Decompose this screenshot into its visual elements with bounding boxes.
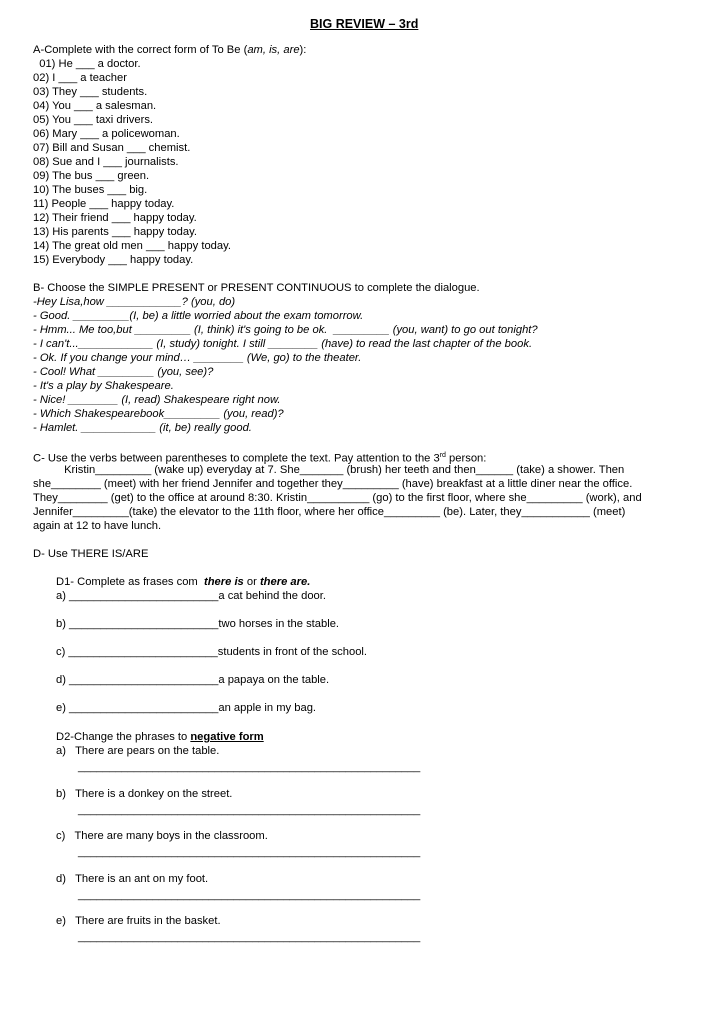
list-item: 04) You ___ a salesman. bbox=[33, 100, 157, 112]
d2-item: e) There are fruits in the basket. bbox=[56, 915, 221, 927]
section-b-heading: B- Choose the SIMPLE PRESENT or PRESENT CONTINUOUS to complete the dialogue. bbox=[33, 282, 480, 294]
d1-item: c) ________________________students in front of the school. bbox=[56, 646, 368, 658]
d2-item: a) There are pears on the table. bbox=[56, 745, 220, 757]
text-line: Kristin_________ (wake up) everyday at 7. She_______ (brush) her teeth and then______ (take) a shower. Then bbox=[33, 464, 625, 476]
dialogue-line: - I can't...____________ (I, study) tonight. I still ________ (have) to read the last chapter of the book. bbox=[33, 338, 533, 350]
text-line: Jennifer_________(take) the elevator to the 11th floor, where her office_________ (be). Later, they___________ (meet) bbox=[33, 506, 626, 518]
list-item: 01) He ___ a doctor. bbox=[33, 58, 141, 70]
list-item: 07) Bill and Susan ___ chemist. bbox=[33, 142, 191, 154]
list-item: 02) I ___ a teacher bbox=[33, 72, 127, 84]
list-item: 13) His parents ___ happy today. bbox=[33, 226, 197, 238]
d1-item: b) ________________________two horses in the stable. bbox=[56, 618, 340, 630]
dialogue-line: - Hamlet. ____________ (it, be) really good. bbox=[33, 422, 252, 434]
dialogue-line: -Hey Lisa,how ____________? (you, do) bbox=[33, 296, 236, 308]
list-item: 12) Their friend ___ happy today. bbox=[33, 212, 197, 224]
list-item: 15) Everybody ___ happy today. bbox=[33, 254, 194, 266]
d2-item: c) There are many boys in the classroom. bbox=[56, 830, 268, 842]
d1-item: d) ________________________a papaya on the table. bbox=[56, 674, 330, 686]
list-item: 05) You ___ taxi drivers. bbox=[33, 114, 154, 126]
answer-line: _______________________________________________________ bbox=[78, 761, 421, 773]
dialogue-line: - Nice! ________ (I, read) Shakespeare right now. bbox=[33, 394, 281, 406]
list-item: 11) People ___ happy today. bbox=[33, 198, 175, 210]
answer-line: _______________________________________________________ bbox=[78, 889, 421, 901]
list-item: 14) The great old men ___ happy today. bbox=[33, 240, 231, 252]
answer-line: _______________________________________________________ bbox=[78, 846, 421, 858]
section-d-heading: D- Use THERE IS/ARE bbox=[33, 548, 149, 560]
list-item: 09) The bus ___ green. bbox=[33, 170, 150, 182]
text-line: she________ (meet) with her friend Jennifer and together they_________ (have) breakfast at a little diner near the office. bbox=[33, 478, 633, 490]
dialogue-line: - Ok. If you change your mind… ________ (We, go) to the theater. bbox=[33, 352, 362, 364]
list-item: 06) Mary ___ a policewoman. bbox=[33, 128, 180, 140]
answer-line: _______________________________________________________ bbox=[78, 804, 421, 816]
d2-heading: D2-Change the phrases to negative form bbox=[56, 731, 264, 743]
list-item: 10) The buses ___ big. bbox=[33, 184, 148, 196]
dialogue-line: - Good. _________(I, be) a little worried about the exam tomorrow. bbox=[33, 310, 364, 322]
dialogue-line: - Cool! What _________ (you, see)? bbox=[33, 366, 214, 378]
dialogue-line: - Which Shakespearebook_________ (you, read)? bbox=[33, 408, 284, 420]
list-item: 03) They ___ students. bbox=[33, 86, 148, 98]
section-c-heading: C- Use the verbs between parentheses to complete the text. Pay attention to the 3rd person: bbox=[33, 452, 487, 465]
text-line: They________ (get) to the office at around 8:30. Kristin__________ (go) to the first floor, where she_________ (work), and bbox=[33, 492, 642, 504]
worksheet-page: BIG REVIEW – 3rd A-Complete with the correct form of To Be (am, is, are): 01) He ___ a doctor. 02) I ___ a teacher 03) They ___ students. 04) You ___ a salesman. 05) You ___ taxi drivers. 06) Mary ___ a policewoman. 07) Bill and Susan ___ chemist. 08) Sue and I ___ journalists. 09) The bus ___ green. 10) The buses ___ big. 11) People ___ happy today. 12) Their friend ___ happy today. 13) His parents ___ happy today. 14) The great old men ___ happy today. 15) Everybody ___ happy today. B- Choose the SIMPLE PRESENT or PRESENT CONTINUOUS to complete the dialogue. -Hey Lisa,how ____________? (you, do) - Good. _________(I, be) a little worried about the exam tomorrow. - Hmm... Me too,but _________ (I, think) it's going to be ok. _________ (you, want) to go out tonight? - I can't...____________ (I, study) tonight. I still ________ (have) to read the last chapter of the book. - Ok. If you change your mind… ________ (We, go) to the theater. - Cool! What _________ (you, see)? - It's a play by Shakespeare. - Nice! ________ (I, read) Shakespeare right now. - Which Shakespearebook_________ (you, read)? - Hamlet. ____________ (it, be) really good. C- Use the verbs between parentheses to complete the text. Pay attention to the 3rd person: Kristin_________ (wake up) everyday at 7. She_______ (brush) her teeth and then______ (take) a shower. Then she________ (meet) with her friend Jennifer and together they_________ (have) breakfast at a little diner near the office. They________ (get) to the office at around 8:30. Kristin__________ (go) to the first floor, where she_________ (work), and Jennifer_________(take) the elevator to the 11th floor, where her office_________ (be). Later, they___________ (meet) again at 12 to have lunch. D- Use THERE IS/ARE D1- Complete as frases com there is or there are. a) ________________________a cat behind the door. b) ________________________two horses in the stable. c) ________________________students in front of the school. d) ________________________a papaya on the table. e) ________________________an apple in my bag. D2-Change the phrases to negative form a) There are pears on the table. _______________________________________________________ b) There is a donkey on the street. _______________________________________________________ c) There are many boys in the classroom. _______________________________________________________ d) There is an ant on my foot. _______________________________________________________ e) There are fruits in the basket. _______________________________________________________ bbox=[33, 17, 642, 943]
d1-heading: D1- Complete as frases com there is or there are. bbox=[56, 576, 311, 588]
d1-item: a) ________________________a cat behind the door. bbox=[56, 590, 326, 602]
text-line: again at 12 to have lunch. bbox=[33, 520, 162, 532]
answer-line: _______________________________________________________ bbox=[78, 931, 421, 943]
list-item: 08) Sue and I ___ journalists. bbox=[33, 156, 179, 168]
section-a-heading: A-Complete with the correct form of To Be (am, is, are): bbox=[33, 44, 307, 56]
dialogue-line: - Hmm... Me too,but _________ (I, think) it's going to be ok. _________ (you, want) to go out tonight? bbox=[33, 324, 538, 336]
d2-item: d) There is an ant on my foot. bbox=[56, 873, 209, 885]
dialogue-line: - It's a play by Shakespeare. bbox=[33, 380, 174, 392]
d2-item: b) There is a donkey on the street. bbox=[56, 788, 233, 800]
d1-item: e) ________________________an apple in my bag. bbox=[56, 702, 317, 714]
